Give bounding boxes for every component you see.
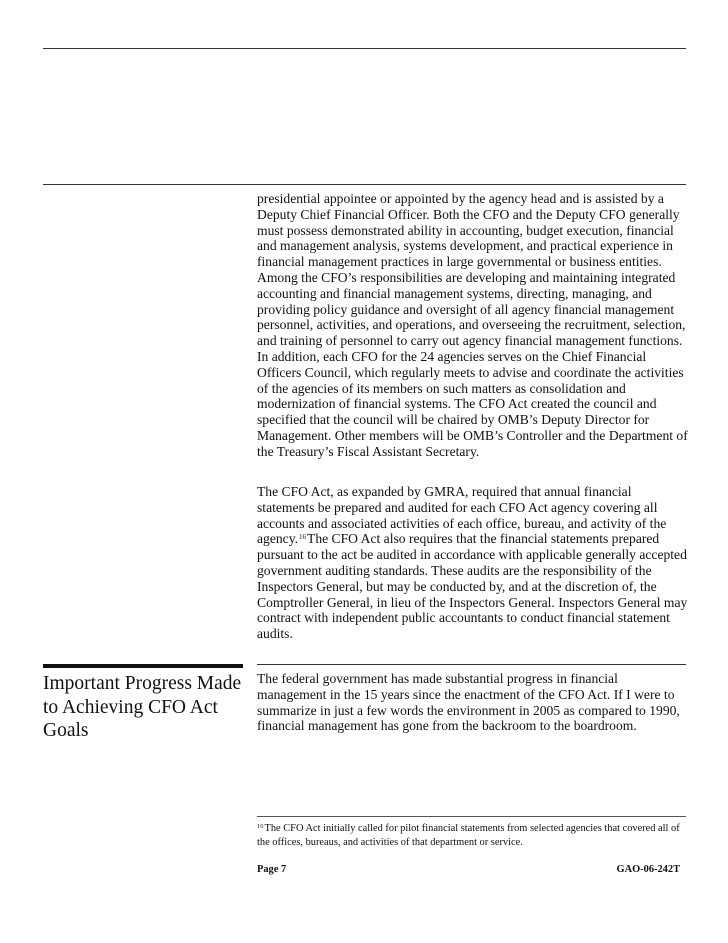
page-number: Page 7 — [257, 864, 287, 875]
section-heading: Important Progress Made to Achieving CFO Act Goals — [43, 673, 242, 741]
top-rule — [43, 48, 686, 49]
footnote-number: 16 — [257, 823, 264, 830]
paragraph-progress: The federal government has made substantial progress in financial management in the 15 years since the enactment of the CFO Act. If I were to summarize in just a few words the environment in 2005 as compared to 1990, financial management has gone from the backroom to the boardroom. — [257, 671, 680, 734]
paragraph-audit-text-1: The CFO Act, as expanded by GMRA, required that annual financial statements be prepared and audited for each CFO Act agency covering all accounts and associated activities of each office, bureau, and activity of the agency. — [257, 484, 667, 547]
footnote-text: The CFO Act initially called for pilot financial statements from selected agencies that covered all of the offices, bureaus, and activities of that department or service. — [257, 823, 680, 848]
footnote — [257, 822, 689, 850]
document-id: GAO-06-242T — [616, 864, 680, 875]
paragraph-audit-requirements — [257, 484, 689, 642]
footnote-rule — [257, 816, 686, 817]
section-body-rule — [257, 664, 686, 665]
footnote-reference[interactable]: 16 — [299, 533, 307, 542]
paragraph-cfo-duties: presidential appointee or appointed by the agency head and is assisted by a Deputy Chief Financial Officer. Both the CFO and the Deputy CFO generally must possess demonstrated ability in accounting, budget execution, financial and management analysis, systems development, and practical experience in financial management practices in large governmental or business entities. Among the CFO’s responsibilities are developing and maintaining integrated accounting and financial management systems, directing, managing, and providing policy guidance and oversight of all agency financial management personnel, activities, and operations, and overseeing the recruitment, selection, and training of personnel to carry out agency financial management functions. In addition, each CFO for the 24 agencies serves on the Chief Financial Officers Council, which regularly meets to advise and coordinate the activities of the agencies of its members on such matters as consolidation and modernization of financial systems. The CFO Act created the council and specified that the council will be chaired by OMB’s Deputy Director for Management. Other members will be OMB’s Controller and the Department of the Treasury’s Fiscal Assistant Secretary. — [257, 191, 688, 459]
section-heading-rule — [43, 664, 243, 668]
paragraph-audit-text-2: The CFO Act also requires that the financial statements prepared pursuant to the act be audited in accordance with applicable generally accepted government auditing standards. These audits are the responsibility of the Inspectors General, but may be conducted by, and at the discretion of, the Comptroller General, in lieu of the Inspectors General. Inspectors General may contract with independent public accountants to conduct financial statement audits. — [257, 531, 688, 642]
header-rule — [43, 184, 686, 185]
